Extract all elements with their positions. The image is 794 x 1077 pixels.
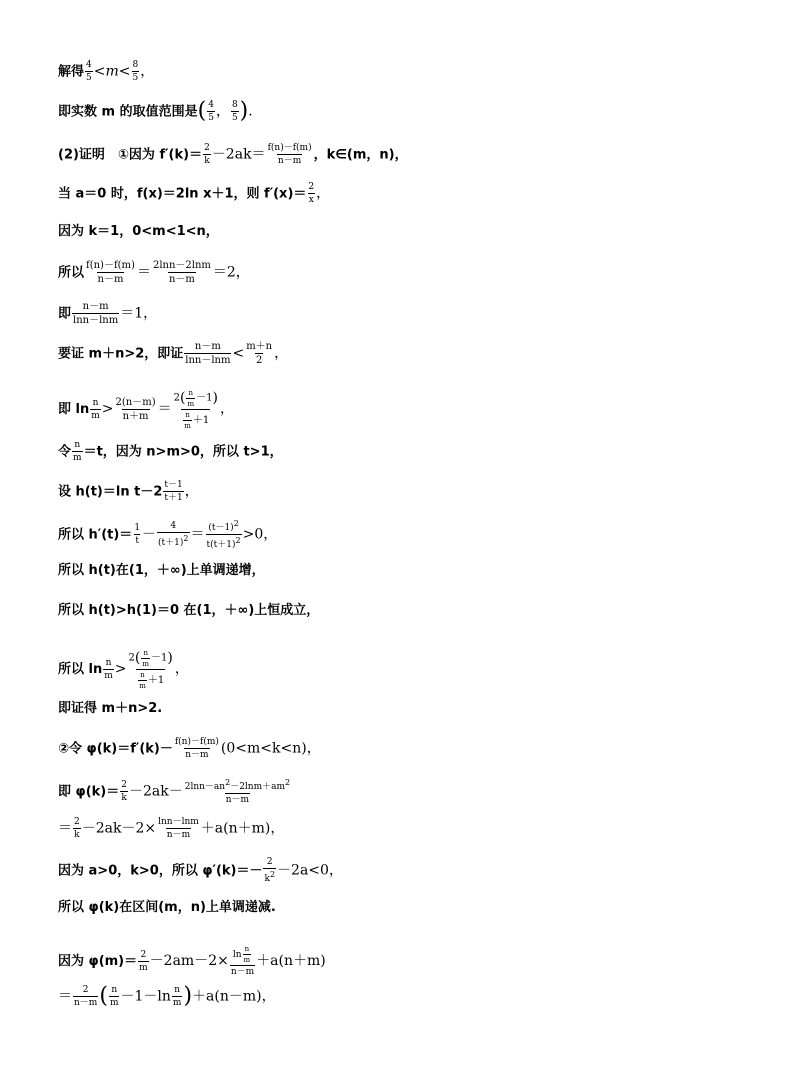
text: 因为 a>0，k>0，所以 φ′(k)＝－ [58,863,263,879]
line-6 [58,260,250,285]
fraction [231,100,239,123]
denominator: n－m [168,274,195,285]
fraction [157,817,200,840]
numerator: 2lnn－2lnm [152,260,211,271]
line-14 [58,601,319,620]
text: ＝1， [120,305,158,322]
denominator: m [187,399,195,408]
numerator: 4 [208,100,214,110]
numerator: 8 [132,60,139,70]
numerator: n [174,985,181,995]
denominator: n－m [225,795,250,805]
text: －2lnm＋am [230,782,286,792]
line-8 [58,341,288,366]
text: ②令 φ(k)＝f′(k)－ [58,741,173,757]
exponent: 2 [235,536,241,545]
fraction [186,389,195,408]
numerator: t－1 [164,480,183,490]
exponent: 2 [285,778,291,787]
fraction [243,945,252,964]
denominator: 5 [132,73,139,83]
line-18 [58,778,292,805]
text: 2 [173,392,180,404]
text: ， [274,345,289,362]
text: ＝ [190,526,205,543]
text: ， [140,63,155,80]
line-19 [58,817,284,840]
fraction [115,397,157,422]
denominator: m [91,410,100,421]
fraction [85,260,136,285]
denominator: lnn－lnm [73,315,119,326]
text: 所以 h(t)在(1，＋∞)上单调递增， [58,563,265,578]
denominator: n－m [97,274,124,285]
fraction [109,985,120,1008]
text: > [101,401,114,417]
denominator: m [73,453,82,463]
text: 即证得 m＋n>2. [58,701,163,716]
line-11 [58,480,199,503]
text: 所以 h′(t)＝ [58,527,133,543]
numerator: n [188,388,194,397]
numerator: 4 [170,521,177,531]
text: ＝2， [212,264,250,281]
fraction [128,648,174,690]
numerator: f(n)－f(m) [86,260,135,271]
numerator: 2 [82,985,89,995]
fraction [72,301,119,326]
numerator: 2 [121,780,127,790]
exponent: 2 [269,870,276,879]
text: < [232,345,245,362]
numerator [232,945,253,965]
text: ＝ [136,264,151,281]
text: ln [232,950,242,960]
denominator: m [139,682,146,690]
text: 所以 [58,265,85,281]
exponent: 2 [225,778,231,787]
text: 所以 h(t)>h(1)＝0 在(1，＋∞)上恒成立， [58,603,320,618]
numerator: n－m [82,301,109,312]
fraction [207,100,215,123]
fraction [173,388,219,430]
numerator: 2 [140,949,147,960]
denominator: k [204,156,210,166]
numerator: n [140,671,145,679]
text: ， [316,185,331,202]
line-12 [58,519,277,550]
denominator: 2 [255,355,263,366]
fraction [152,260,212,285]
text: 因为 k＝1，0<m<1<n， [58,224,219,239]
numerator: n [111,985,118,995]
fraction [163,480,183,503]
fraction [174,737,220,760]
numerator: n [185,411,190,419]
line-4 [58,182,330,205]
text: (t－1) [208,523,234,533]
denominator: n－m [185,750,209,760]
numerator: 4 [86,60,92,70]
fraction [132,60,140,83]
fraction [206,519,242,550]
denominator [206,534,242,550]
text: ＋1 [147,675,165,686]
line-17 [58,737,321,760]
text: 所以 ln [58,662,103,677]
text: 即实数 m 的取值范围是 [58,104,198,120]
numerator: f(n)－f(m) [174,737,219,747]
fraction [73,817,81,840]
text: >0， [242,526,278,543]
numerator: m＋n [246,341,273,352]
denominator: 5 [208,113,214,123]
fraction [138,671,147,690]
denominator: t＋1 [164,493,183,503]
numerator [184,778,291,793]
text: ， [174,661,189,677]
paren: ) [167,650,173,666]
text: 解得 [58,64,85,80]
text: (0<m<k<n)， [220,740,321,757]
text: ＋1 [192,415,210,426]
denominator: m [104,670,113,681]
text: ， [219,401,234,417]
text: ＝ [58,988,72,1005]
denominator [181,409,210,430]
text: ， [184,483,199,500]
text: <m< [93,63,131,80]
text: (t＋1) [158,538,184,548]
fraction [203,143,211,166]
numerator: lnn－lnm [158,817,199,827]
text: 令 [58,444,72,460]
paren: ( [197,98,207,124]
text: ＝t，因为 n>m>0，所以 t>1， [83,444,283,460]
denominator: k [121,793,127,803]
line-3 [58,143,408,166]
denominator: n－m [166,830,191,840]
fraction [133,523,141,546]
fraction [157,521,189,548]
numerator: 2(n－m) [115,396,156,408]
numerator [173,388,219,409]
text: t(t＋1) [206,540,236,550]
numerator: 1 [134,523,141,533]
line-10 [58,440,283,463]
exponent: 2 [183,534,189,543]
denominator: t [135,536,139,546]
denominator: m [243,956,251,964]
line-1 [58,60,154,83]
text: －2am－2× [149,953,229,969]
exponent: 2 [233,519,239,528]
numerator: n [92,397,99,408]
text: 即 φ(k)＝ [58,784,120,800]
line-5 [58,222,219,241]
denominator [263,868,276,884]
text: > [114,661,127,677]
numerator: n－m [194,341,221,352]
text: －1－ln [120,988,171,1005]
fraction [267,143,313,166]
text: 当 a＝0 时，f(x)＝2ln x＋1，则 f′(x)＝ [58,186,307,202]
numerator: f(n)－f(m) [267,143,312,153]
denominator: n－m [230,967,255,977]
paren: ) [212,390,218,406]
denominator: 5 [86,73,92,83]
fraction [85,60,93,83]
numerator: n [74,440,81,450]
numerator: 2 [74,817,80,827]
fraction [72,440,83,463]
text: －2ak＝ [211,146,266,163]
text: 设 h(t)＝ln t－2 [58,484,163,500]
text: 2 [128,652,135,664]
text: . [248,103,253,120]
line-2 [58,100,253,123]
line-15 [58,648,189,690]
paren: ) [239,98,249,124]
text: 即 [58,306,72,322]
line-20 [58,857,343,884]
numerator: 2 [308,182,315,192]
fraction [263,857,276,884]
denominator: lnn－lnm [185,355,231,366]
fraction [183,411,192,430]
denominator: n－m [74,998,98,1008]
denominator [157,532,189,548]
fraction [230,945,255,977]
text: (2)证明 ①因为 f′(k)＝ [58,147,203,163]
denominator: m [142,659,150,668]
text: 所以 φ(k)在区间(m，n)上单调递减. [58,900,276,915]
denominator: n－m [277,156,302,166]
line-21 [58,898,276,917]
numerator: n [244,945,250,953]
fraction [184,778,291,805]
text: 即 ln [58,402,90,417]
fraction [172,985,183,1008]
text: ＋a(n＋m)， [200,820,285,837]
denominator: m [184,422,191,430]
text: － [142,526,157,543]
line-7 [58,301,157,326]
numerator [207,519,239,534]
numerator: 8 [231,100,238,110]
text: ＝ [58,820,72,837]
text: －2ak－2× [81,820,157,837]
fraction [138,950,149,973]
text: －2a<0， [277,862,343,879]
fraction [184,341,231,366]
text: －1 [196,392,213,404]
numerator: n [105,657,112,668]
paren: ( [180,390,186,406]
text: ，k∈(m，n)， [313,147,408,163]
denominator [136,669,165,690]
fraction [307,182,315,205]
denominator: n＋m [122,410,149,422]
denominator: 5 [231,113,238,123]
text: ＋a(n＋m) [256,953,326,969]
denominator: m [139,962,148,973]
line-16 [58,699,162,718]
numerator: n [143,648,148,657]
denominator: m [109,998,119,1008]
text: k [264,874,270,884]
line-13 [58,561,265,580]
numerator [128,648,174,669]
fraction [103,658,114,681]
paren: ) [183,983,193,1009]
numerator: 2 [204,143,210,153]
text: 要证 m＋n>2，即证 [58,346,184,362]
text: ＝ [157,401,172,417]
fraction [245,341,273,366]
fraction [73,985,98,1008]
line-23 [58,985,276,1008]
fraction [90,398,101,421]
denominator: m [172,998,182,1008]
line-22 [58,945,326,977]
fraction [120,780,128,803]
text: 2lnn－an [184,782,226,792]
text: －2ak－ [128,783,183,800]
line-9 [58,388,234,430]
text: 因为 φ(m)＝ [58,954,138,969]
text: ， [215,103,230,120]
text: ＋a(n－m)， [192,988,276,1005]
denominator: k [74,830,80,840]
text: －1 [151,652,168,664]
paren: ( [99,983,108,1009]
denominator: x [308,195,314,205]
numerator: 2 [266,857,273,867]
paren: ( [134,650,141,666]
fraction [141,649,150,668]
